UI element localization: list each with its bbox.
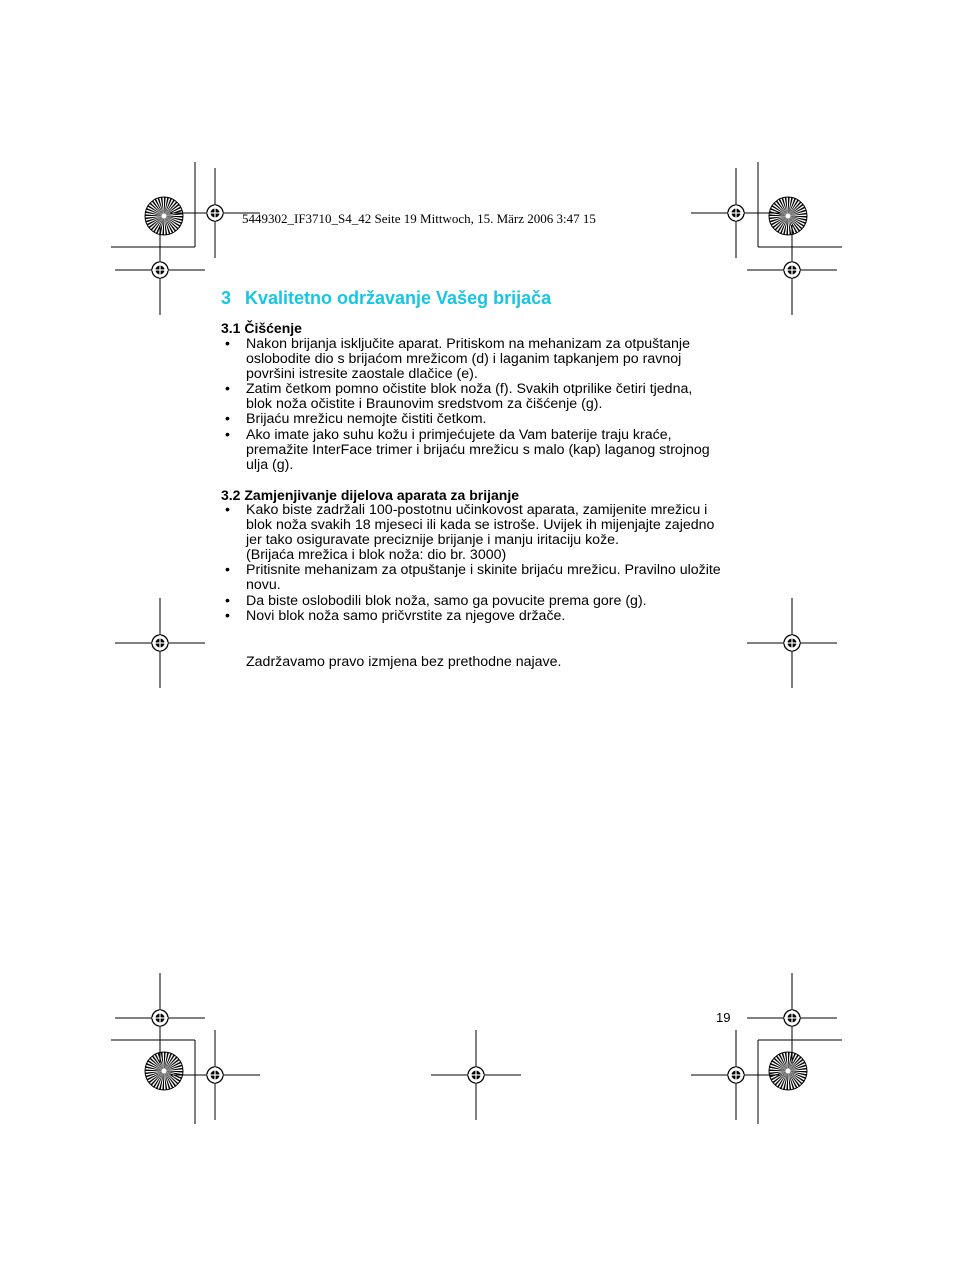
- list-item-line: površini istresite zaostale dlačice (e).: [246, 366, 478, 383]
- star-target-icon: [145, 197, 183, 235]
- registration-mark-icon: [431, 1030, 521, 1120]
- registration-mark-icon: [691, 168, 781, 258]
- replacement-list: [221, 503, 741, 624]
- list-item: [221, 428, 741, 473]
- list-item: [221, 563, 741, 593]
- list-item-line: jer tako osiguravate preciznije brijanje i manju iritaciju kože.: [246, 532, 619, 549]
- page-number: 19: [716, 1010, 731, 1025]
- section-title: [221, 288, 551, 309]
- list-item-line: • Nakon brijanja isključite aparat. Pritiskom na mehanizam za otpuštanje: [246, 336, 690, 352]
- subsection-heading-cleaning: 3.1 Čišćenje: [221, 320, 302, 336]
- registration-mark-icon: [115, 225, 205, 315]
- list-item-line: oslobodite dio s brijaćom mrežicom (d) i laganim tapkanjem po ravnoj: [246, 351, 682, 368]
- list-item-line: • Da biste oslobodili blok noža, samo ga povucite prema gore (g).: [246, 592, 647, 609]
- star-target-icon: [145, 1052, 183, 1090]
- list-item: [221, 382, 741, 412]
- list-item: [221, 337, 741, 382]
- list-item: [221, 503, 741, 563]
- registration-mark-icon: [747, 598, 837, 688]
- list-item: [221, 609, 741, 624]
- subsection-heading-replacement: 3.2 Zamjenjivanje dijelova aparata za brijanje: [221, 487, 520, 503]
- registration-mark-icon: [691, 1030, 781, 1120]
- list-item-line: blok noža svakih 18 mjeseci ili kada se istroše. Uvijek ih mijenjajte zajedno: [246, 517, 715, 534]
- list-item: [221, 594, 741, 609]
- list-item-line: • Ako imate jako suhu kožu i primjećujete da Vam baterije traju kraće,: [246, 426, 672, 443]
- registration-mark-icon: [115, 598, 205, 688]
- list-item-line: • Zatim četkom pomno očistite blok noža (f). Svakih otprilike četiri tjedna,: [246, 381, 693, 398]
- list-item-line: novu.: [246, 577, 281, 594]
- list-item-line: (Brijaća mrežica i blok noža: dio br. 3000): [246, 547, 507, 564]
- list-item-line: • Brijaću mrežicu nemojte čistiti četkom.: [246, 411, 487, 428]
- list-item-line: blok noža očistite i Braunovim sredstvom za čišćenje (g).: [246, 396, 603, 413]
- registration-mark-icon: [747, 973, 837, 1063]
- list-item-line: premažite InterFace trimer i brijaću mrežicu s malo (kap) laganog strojnog: [246, 441, 710, 458]
- registration-mark-icon: [170, 1030, 260, 1120]
- disclaimer-note: Zadržavamo pravo izmjena bez prethodne najave.: [246, 654, 562, 670]
- list-item: [221, 412, 741, 427]
- star-target-icon: [769, 1052, 807, 1090]
- list-item-line: • Novi blok noža samo pričvrstite za njegove držače.: [246, 607, 566, 624]
- registration-mark-icon: [115, 973, 205, 1063]
- registration-mark-icon: [747, 225, 837, 315]
- section-number: 3: [221, 288, 232, 308]
- star-target-icon: [769, 197, 807, 235]
- list-item-line: • Pritisnite mehanizam za otpuštanje i skinite brijaću mrežicu. Pravilno uložite: [246, 562, 721, 579]
- list-item-line: ulja (g).: [246, 456, 294, 473]
- list-item-line: • Kako biste zadržali 100-postotnu učinkovost aparata, zamijenite mrežicu i: [246, 502, 708, 518]
- print-header: 5449302_IF3710_S4_42 Seite 19 Mittwoch, 15. März 2006 3:47 15: [242, 211, 596, 226]
- section-title-text: Kvalitetno održavanje Vašeg brijača: [245, 288, 552, 308]
- cleaning-list: [221, 337, 741, 473]
